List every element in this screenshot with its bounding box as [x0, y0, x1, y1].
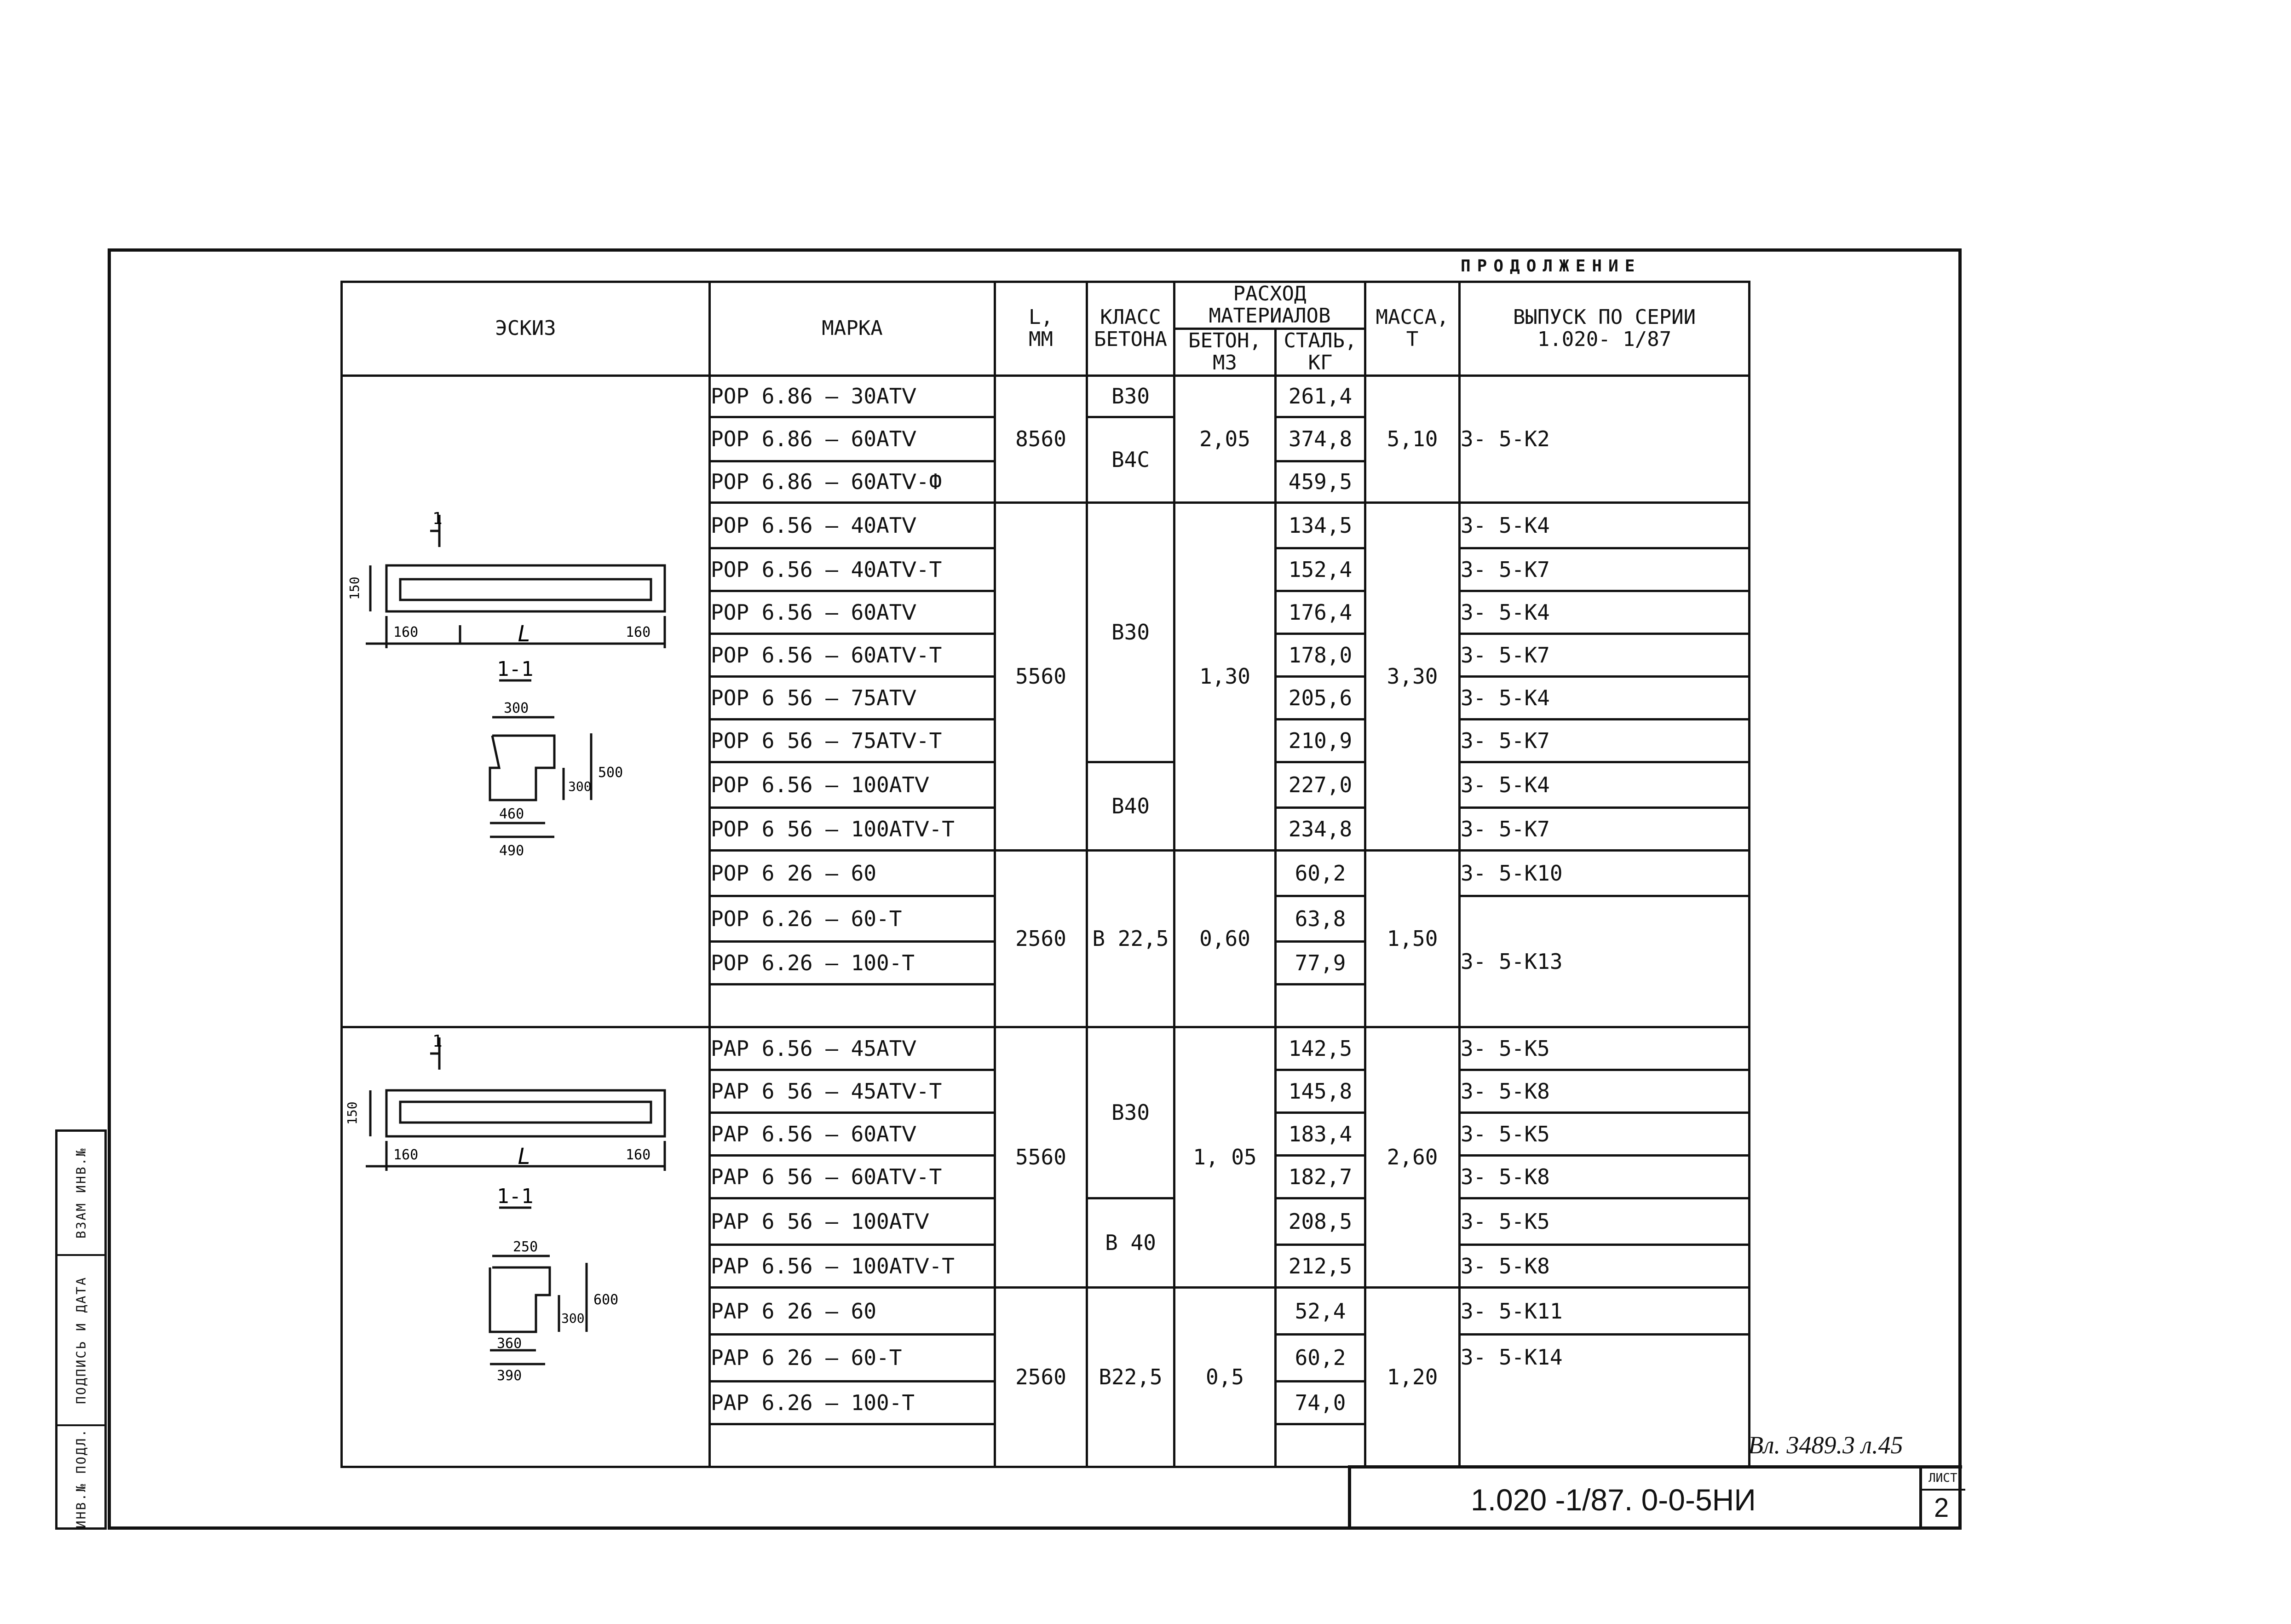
header-steel: СТАЛЬ, КГ [1276, 328, 1365, 375]
header-concrete: БЕТОН, М3 [1174, 328, 1276, 375]
mark-cell [710, 1424, 995, 1467]
class-cell: В40 [1087, 762, 1174, 850]
length-cell: 2560 [995, 1288, 1087, 1467]
sketch-pop [342, 375, 710, 1027]
class-cell: В22,5 [1087, 1288, 1174, 1467]
mass-cell: 3,30 [1365, 502, 1460, 850]
steel-cell: 183,4 [1276, 1112, 1365, 1155]
pop-dim-b1: 460 [499, 806, 524, 822]
header-concrete-class: КЛАСС БЕТОНА [1087, 282, 1174, 376]
series-cell: 3- 5-К5 [1460, 1027, 1750, 1070]
pap-dim-L: L [518, 1143, 531, 1169]
mark-cell: РОР 6.86 — 60АТⅤ [710, 417, 995, 461]
mark-cell: РАР 6.26 — 100-Т [710, 1381, 995, 1424]
steel-cell: 52,4 [1276, 1288, 1365, 1335]
mark-cell: РОР 6.56 — 40АТⅤ [710, 502, 995, 548]
series-cell: 3- 5-К14 [1460, 1334, 1750, 1467]
class-cell: В30 [1087, 1027, 1174, 1198]
series-cell: 3- 5-К4 [1460, 762, 1750, 807]
mark-cell: РАР 6 56 — 45АТⅤ-Т [710, 1070, 995, 1112]
document-code: 1.020 -1/87. 0-0-5НИ [1471, 1483, 1756, 1517]
header-mark: МАРКА [710, 282, 995, 376]
side-cell-replace [58, 1132, 104, 1256]
steel-cell: 374,8 [1276, 417, 1365, 461]
header-length: L, ММ [995, 282, 1087, 376]
length-cell: 5560 [995, 502, 1087, 850]
mark-cell: РАР 6 56 — 100АТⅤ [710, 1198, 995, 1245]
pap-dim-right: 600 [593, 1291, 619, 1308]
steel-cell: 261,4 [1276, 375, 1365, 417]
mark-cell: РОР 6.56 — 40АТⅤ-Т [710, 548, 995, 591]
series-cell: 3- 5-К2 [1460, 375, 1750, 502]
series-cell: 3- 5-К4 [1460, 591, 1750, 633]
mark-cell: РОР 6 56 — 75АТⅤ [710, 676, 995, 719]
mark-cell: РОР 6.86 — 30АТⅤ [710, 375, 995, 417]
concrete-cell: 0,5 [1174, 1288, 1276, 1467]
mass-cell: 1,50 [1365, 850, 1460, 1027]
header-consumption: РАСХОД МАТЕРИАЛОВ [1174, 282, 1365, 329]
length-cell: 8560 [995, 375, 1087, 502]
mark-cell: РАР 6 56 — 60АТⅤ-Т [710, 1155, 995, 1198]
steel-cell: 459,5 [1276, 461, 1365, 502]
mark-cell [710, 984, 995, 1027]
series-cell: 3- 5-К10 [1460, 850, 1750, 896]
table-row [342, 1027, 1750, 1070]
steel-cell: 142,5 [1276, 1027, 1365, 1070]
pap-section-title: 1-1 [497, 1184, 534, 1208]
pop-dim-inner: 300 [568, 778, 592, 794]
concrete-cell: 0,60 [1174, 850, 1276, 1027]
sheet-label: ЛИСТ [1928, 1471, 1957, 1485]
mark-cell: РОР 6.56 — 60АТⅤ-Т [710, 633, 995, 676]
steel-cell: 178,0 [1276, 633, 1365, 676]
mark-cell: РАР 6.56 — 45АТⅤ [710, 1027, 995, 1070]
pop-section-mark: 1 [432, 509, 443, 528]
table-row [342, 375, 1750, 417]
class-cell: В30 [1087, 502, 1174, 762]
steel-cell: 145,8 [1276, 1070, 1365, 1112]
class-cell: В 22,5 [1087, 850, 1174, 1027]
series-cell: 3- 5-К4 [1460, 502, 1750, 548]
pap-dim-end-right: 160 [626, 1146, 651, 1163]
mark-cell: РАР 6 26 — 60-Т [710, 1334, 995, 1381]
class-cell: В4С [1087, 417, 1174, 502]
mark-cell: РАР 6 26 — 60 [710, 1288, 995, 1335]
pap-dim-end-left: 160 [393, 1146, 419, 1163]
specification-table [340, 281, 1750, 1468]
pap-dim-b1: 360 [497, 1335, 522, 1352]
concrete-cell: 2,05 [1174, 375, 1276, 502]
title-block [1348, 1465, 1962, 1530]
archive-signature: Вл. 3489.3 л.45 [1748, 1431, 1903, 1459]
side-title-strip [55, 1129, 107, 1530]
length-cell: 2560 [995, 850, 1087, 1027]
steel-cell: 63,8 [1276, 896, 1365, 941]
mark-cell: РОР 6 56 — 75АТⅤ-Т [710, 719, 995, 762]
steel-cell: 212,5 [1276, 1245, 1365, 1288]
header-mass: МАССА, Т [1365, 282, 1460, 376]
steel-cell: 74,0 [1276, 1381, 1365, 1424]
pap-beam-sketch [343, 1028, 706, 1461]
steel-cell: 234,8 [1276, 807, 1365, 850]
steel-cell: 227,0 [1276, 762, 1365, 807]
header-series: ВЫПУСК ПО СЕРИИ 1.020- 1/87 [1460, 282, 1750, 376]
series-cell: 3- 5-К8 [1460, 1070, 1750, 1112]
pop-beam-sketch [343, 377, 706, 1021]
pap-section-mark: 1 [432, 1031, 443, 1051]
continuation-label: ПРОДОЛЖЕНИЕ [1461, 257, 1641, 276]
sheet-box [1919, 1469, 1965, 1530]
mark-cell: РАР 6.56 — 100АТⅤ-Т [710, 1245, 995, 1288]
steel-cell: 77,9 [1276, 941, 1365, 984]
steel-cell: 176,4 [1276, 591, 1365, 633]
pop-dim-end-left: 160 [393, 624, 419, 640]
steel-cell: 208,5 [1276, 1198, 1365, 1245]
steel-cell: 60,2 [1276, 1334, 1365, 1381]
series-cell: 3- 5-К8 [1460, 1155, 1750, 1198]
pop-dim-end-right: 160 [626, 624, 651, 640]
side-cell-inventory [58, 1426, 104, 1530]
mark-cell: РОР 6 56 — 100АТⅤ-Т [710, 807, 995, 850]
pop-dim-L: L [518, 621, 531, 647]
series-cell: 3- 5-К4 [1460, 676, 1750, 719]
pop-dim-top: 300 [504, 700, 529, 716]
mass-cell: 5,10 [1365, 375, 1460, 502]
steel-cell: 182,7 [1276, 1155, 1365, 1198]
series-cell: 3- 5-К5 [1460, 1112, 1750, 1155]
mark-cell: РОР 6.86 — 60АТⅤ-Ф [710, 461, 995, 502]
length-cell: 5560 [995, 1027, 1087, 1288]
side-label-replace: ВЗАМ ИНВ.№ [73, 1147, 89, 1239]
mass-cell: 1,20 [1365, 1288, 1460, 1467]
concrete-cell: 1,30 [1174, 502, 1276, 850]
sketch-pap [342, 1027, 710, 1467]
steel-cell: 205,6 [1276, 676, 1365, 719]
series-cell: 3- 5-К7 [1460, 719, 1750, 762]
side-label-sign: ПОДПИСЬ И ДАТА [73, 1276, 89, 1405]
pap-dim-top: 250 [513, 1238, 538, 1255]
mark-cell: РОР 6.56 — 100АТⅤ [710, 762, 995, 807]
series-cell: 3- 5-К7 [1460, 807, 1750, 850]
steel-cell [1276, 1424, 1365, 1467]
class-cell: В30 [1087, 375, 1174, 417]
series-cell: 3- 5-К13 [1460, 896, 1750, 1027]
concrete-cell: 1, 05 [1174, 1027, 1276, 1288]
mark-cell: РОР 6 26 — 60 [710, 850, 995, 896]
steel-cell [1276, 984, 1365, 1027]
pap-dim-b2: 390 [497, 1367, 522, 1384]
pap-dim-h: 150 [345, 1101, 360, 1125]
sheet-divider [1922, 1489, 1965, 1491]
pop-dim-b2: 490 [499, 842, 524, 859]
steel-cell: 210,9 [1276, 719, 1365, 762]
steel-cell: 152,4 [1276, 548, 1365, 591]
mark-cell: РОР 6.56 — 60АТⅤ [710, 591, 995, 633]
series-cell: 3- 5-К7 [1460, 548, 1750, 591]
pop-dim-right: 500 [598, 764, 623, 781]
series-cell: 3- 5-К11 [1460, 1288, 1750, 1335]
pop-section-title: 1-1 [497, 657, 534, 681]
pop-dim-h: 150 [347, 576, 362, 600]
steel-cell: 60,2 [1276, 850, 1365, 896]
steel-cell: 134,5 [1276, 502, 1365, 548]
mass-cell: 2,60 [1365, 1027, 1460, 1288]
series-cell: 3- 5-К8 [1460, 1245, 1750, 1288]
series-cell: 3- 5-К5 [1460, 1198, 1750, 1245]
header-sketch: ЭСКИЗ [342, 282, 710, 376]
header-row-1 [342, 282, 1750, 329]
mark-cell: РОР 6.26 — 60-Т [710, 896, 995, 941]
class-cell: В 40 [1087, 1198, 1174, 1288]
series-cell: 3- 5-К7 [1460, 633, 1750, 676]
mark-cell: РОР 6.26 — 100-Т [710, 941, 995, 984]
mark-cell: РАР 6.56 — 60АТⅤ [710, 1112, 995, 1155]
sheet-number: 2 [1934, 1493, 1949, 1523]
side-label-inventory: ИНВ.№ ПОДЛ. [73, 1428, 89, 1528]
side-cell-sign [58, 1256, 104, 1426]
pap-dim-inner: 300 [561, 1310, 585, 1326]
